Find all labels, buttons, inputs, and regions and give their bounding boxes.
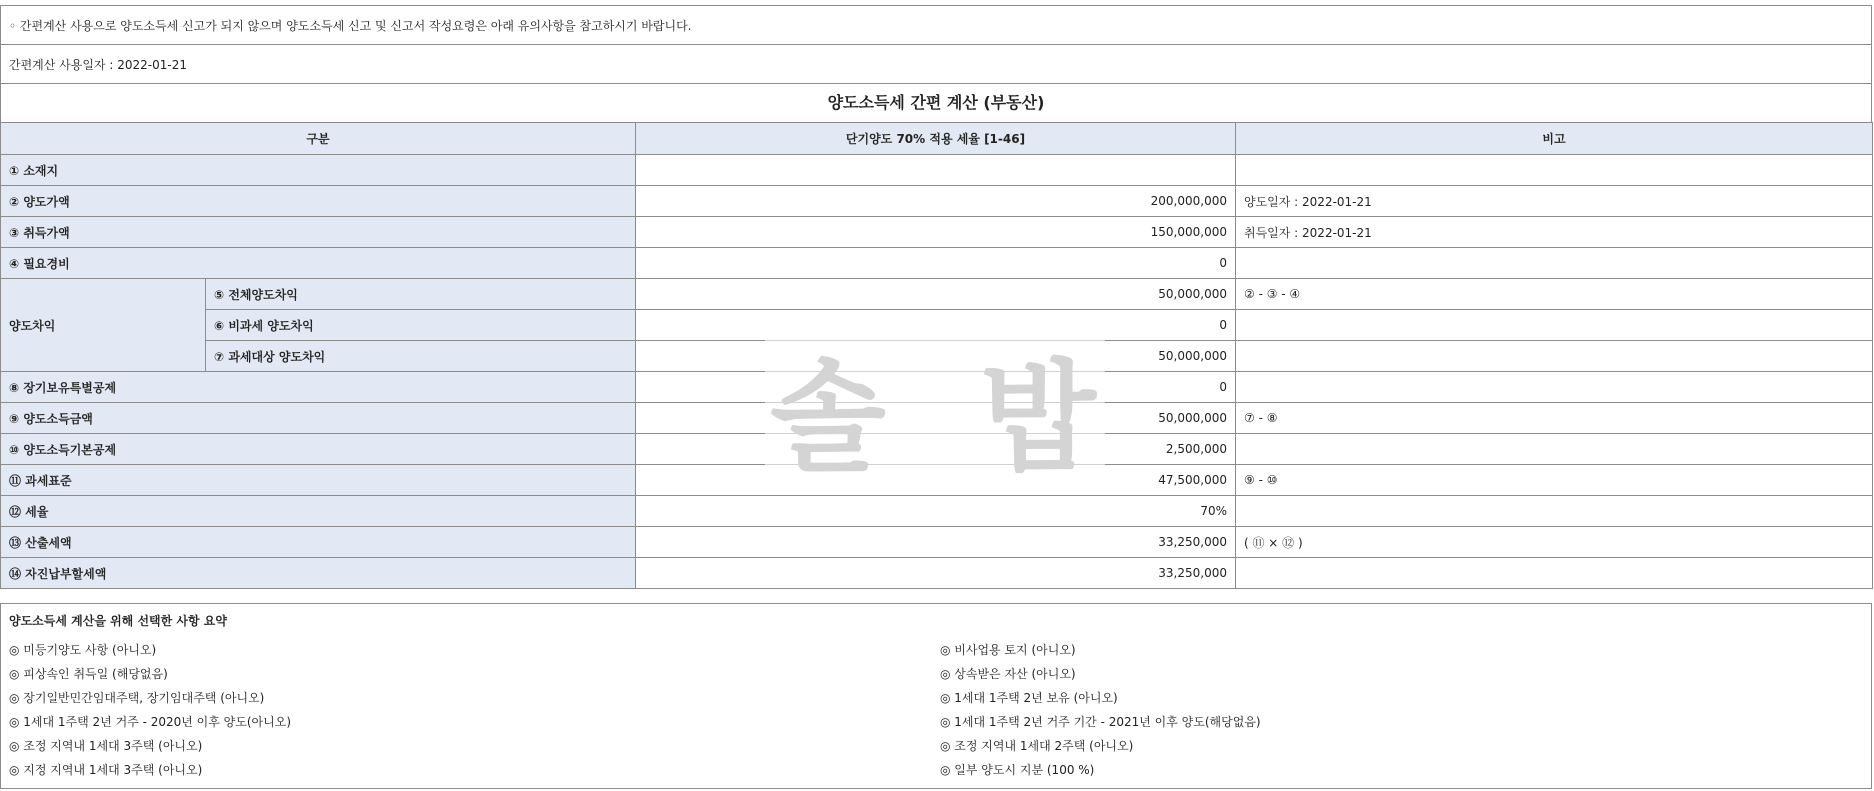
summary-item: ◎ 비사업용 토지 (아니오) [940,642,1076,657]
summary-row [9,661,1871,685]
row-value: 0 [636,248,1236,279]
table-row [1,527,1873,558]
row-note: 취득일자 : 2022-01-21 [1236,217,1873,248]
row-value: 200,000,000 [636,186,1236,217]
row-note [1236,496,1873,527]
watermark-char-2: 밥 [980,349,1096,488]
summary-item: ◎ 피상속인 취득일 (해당없음) [9,666,168,681]
row-note [1236,248,1873,279]
page-title: 양도소득세 간편 계산 (부동산) [0,83,1872,123]
summary-item: ◎ 조정 지역내 1세대 2주택 (아니오) [940,738,1134,753]
row-label: ⑥ 비과세 양도차익 [206,310,636,341]
summary-item: ◎ 상속받은 자산 (아니오) [940,666,1076,681]
row-value: 0 [636,310,1236,341]
summary-item: ◎ 일부 양도시 지분 (100 %) [940,762,1095,777]
summary-title: 양도소득세 계산을 위해 선택한 사항 요약 [9,614,227,628]
summary-item: ◎ 지정 지역내 1세대 3주택 (아니오) [9,762,203,777]
summary-item: ◎ 장기일반민간임대주택, 장기임대주택 (아니오) [9,690,265,705]
row-label: ⑨ 양도소득금액 [1,403,636,434]
row-label: ① 소재지 [1,155,636,186]
row-value: 150,000,000 [636,217,1236,248]
table-row [1,465,1873,496]
summary-row [9,733,1871,757]
table-row [1,372,1873,403]
row-note: 양도일자 : 2022-01-21 [1236,186,1873,217]
table-row [1,496,1873,527]
row-note [1236,434,1873,465]
table-row [1,279,1873,310]
summary-item: ◎ 1세대 1주택 2년 보유 (아니오) [940,690,1118,705]
row-label: ④ 필요경비 [1,248,636,279]
row-note [1236,372,1873,403]
selection-summary [0,603,1872,789]
table-row [1,434,1873,465]
row-label: ⑦ 과세대상 양도차익 [206,341,636,372]
table-header-row [1,123,1873,155]
row-value [636,155,1236,186]
row-value: 50,000,000 [636,341,1236,372]
row-label: ⑪ 과세표준 [1,465,636,496]
summary-row [9,685,1871,709]
summary-row [9,757,1871,781]
group-label: 양도차익 [1,279,206,372]
row-note [1236,155,1873,186]
row-value: 50,000,000 [636,279,1236,310]
row-label: ⑭ 자진납부할세액 [1,558,636,589]
row-label: ⑤ 전체양도차익 [206,279,636,310]
row-note [1236,310,1873,341]
table-row [1,310,1873,341]
summary-item: ◎ 1세대 1주택 2년 거주 기간 - 2021년 이후 양도(해당없음) [940,714,1261,729]
column-header-note: 비고 [1236,123,1873,155]
row-value: 47,500,000 [636,465,1236,496]
summary-row [9,637,1871,661]
use-date-text: 간편계산 사용일자 : 2022-01-21 [0,44,1872,84]
row-value: 33,250,000 [636,558,1236,589]
row-note: ⑦ - ⑧ [1236,403,1873,434]
summary-item: ◎ 조정 지역내 1세대 3주택 (아니오) [9,738,203,753]
summary-item: ◎ 1세대 1주택 2년 거주 - 2020년 이후 양도(아니오) [9,714,292,729]
table-row [1,341,1873,372]
row-value: 2,500,000 [636,434,1236,465]
table-row [1,186,1873,217]
notice-text: ◦ 간편계산 사용으로 양도소득세 신고가 되지 않으며 양도소득세 신고 및 신고서 작성요령은 아래 유의사항을 참고하시기 바랍니다. [0,5,1872,45]
row-note [1236,558,1873,589]
watermark-char-1: 솔 [770,349,886,488]
row-value: 70% [636,496,1236,527]
row-label: ⑧ 장기보유특별공제 [1,372,636,403]
table-row [1,403,1873,434]
table-row [1,217,1873,248]
row-value: 50,000,000 [636,403,1236,434]
row-label: ② 양도가액 [1,186,636,217]
column-header-category: 구분 [1,123,636,155]
summary-item: ◎ 미등기양도 사항 (아니오) [9,642,157,657]
row-value: 0 [636,372,1236,403]
row-note: ② - ③ - ④ [1236,279,1873,310]
column-header-rate: 단기양도 70% 적용 세율 [1-46] [636,123,1236,155]
row-label: ⑬ 산출세액 [1,527,636,558]
calculation-table [0,122,1873,589]
row-note [1236,341,1873,372]
row-label: ⑫ 세율 [1,496,636,527]
row-label: ⑩ 양도소득기본공제 [1,434,636,465]
table-row [1,558,1873,589]
row-note: ( ⑪ × ⑫ ) [1236,527,1873,558]
row-note: ⑨ - ⑩ [1236,465,1873,496]
row-value: 33,250,000 [636,527,1236,558]
summary-row [9,709,1871,733]
row-label: ③ 취득가액 [1,217,636,248]
table-row [1,248,1873,279]
table-row [1,155,1873,186]
